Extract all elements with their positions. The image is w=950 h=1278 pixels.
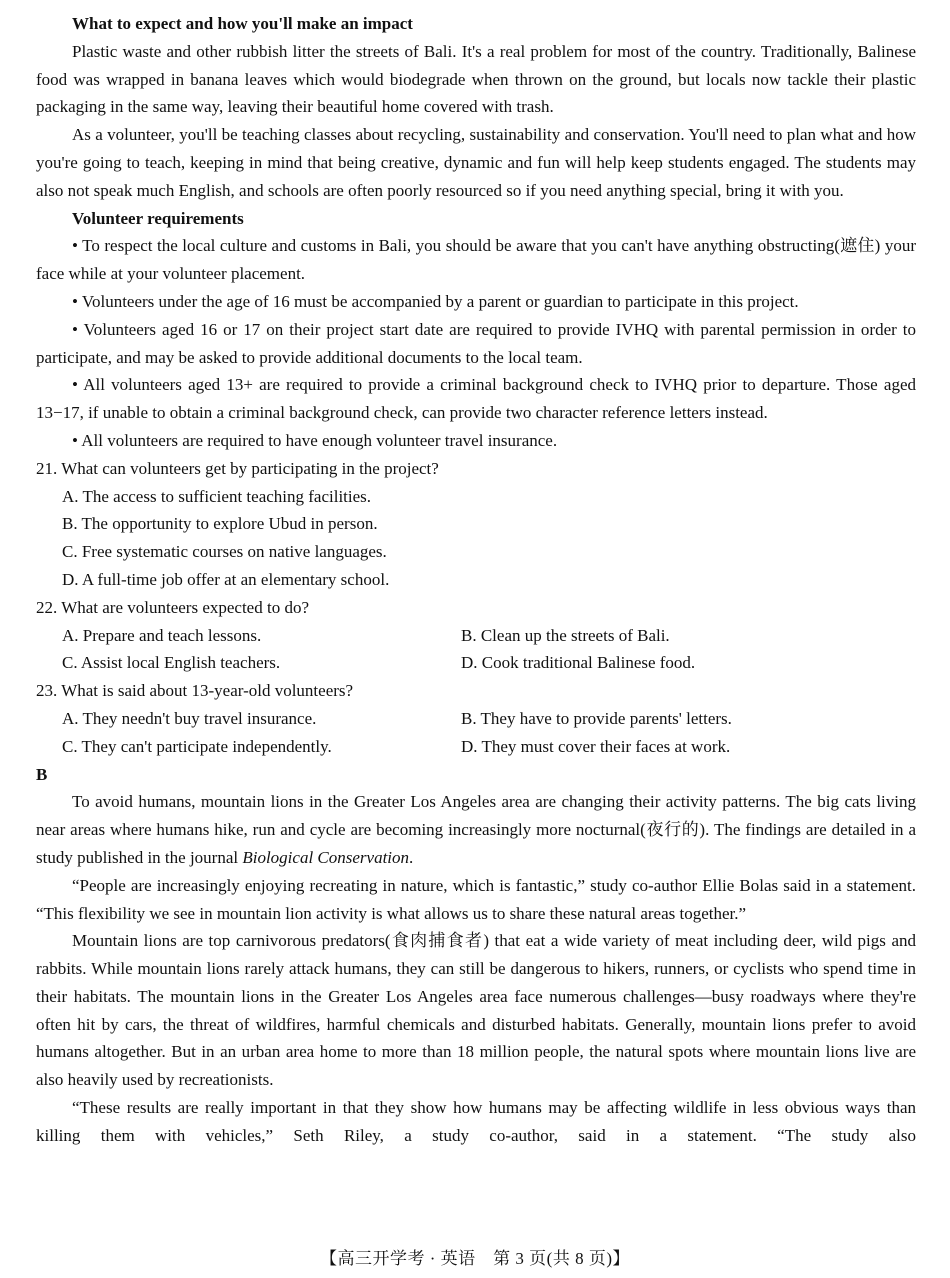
option: B. They have to provide parents' letters.	[461, 708, 732, 728]
text: .	[409, 847, 414, 867]
option: A. Prepare and teach lessons.	[62, 625, 262, 645]
option: A. They needn't buy travel insurance.	[62, 708, 317, 728]
option: B. Clean up the streets of Bali.	[461, 625, 670, 645]
option: A. The access to sufficient teaching facilities.	[62, 486, 372, 506]
page-footer: 【高三开学考 · 英语 第 3 页(共 8 页)】	[320, 1249, 630, 1268]
journal-title: Biological Conservation	[242, 847, 410, 867]
option: C. Assist local English teachers.	[62, 653, 281, 673]
option: D. They must cover their faces at work.	[461, 736, 731, 756]
document-page	[36, 10, 916, 1150]
requirement-item: • All volunteers aged 13+ are required to provide a criminal background check to IVHQ prior to departure. Those aged 13−17, if unable to obtain a criminal background check, can provide two character reference letters instead.	[36, 375, 916, 423]
paragraph: As a volunteer, you'll be teaching classes about recycling, sustainability and conservation. You'll need to plan what and how you're going to teach, keeping in mind that being creative, dynamic and fun will help keep students engaged. The students may also not speak much English, and schools are often poorly resourced so if you need anything special, bring it with you.	[36, 125, 916, 200]
question-stem: 21. What can volunteers get by participating in the project?	[36, 458, 439, 478]
option: B. The opportunity to explore Ubud in person.	[62, 514, 378, 534]
requirement-item: • Volunteers aged 16 or 17 on their project start date are required to provide IVHQ with parental permission in order to participate, and may be asked to provide additional documents to the local team.	[36, 319, 916, 367]
paragraph	[36, 788, 916, 871]
text: To avoid humans, mountain lions in the Greater Los Angeles area are changing their activity patterns. The big cats living near areas where humans hike, run and cycle are becoming increasingly more nocturnal(夜行的). The findings are detailed in a study published in the journal	[36, 792, 916, 867]
option: C. They can't participate independently.	[62, 736, 332, 756]
option: C. Free systematic courses on native languages.	[62, 542, 387, 562]
paragraph: Mountain lions are top carnivorous predators(食肉捕食者) that eat a wide variety of meat including deer, wild pigs and rabbits. While mountain lions rarely attack humans, they can still be dangerous to hikers, runners, or cyclists who spend time in their habitats. The mountain lions in the Greater Los Angeles area face numerous challenges—busy roadways where they're often hit by cars, the threat of wildfires, harmful chemicals and disturbed habitats. Generally, mountain lions prefer to avoid humans altogether. But in an urban area home to more than 18 million people, the natural spots where mountain lions live are also heavily used by recreationists.	[36, 931, 916, 1090]
section-heading: What to expect and how you'll make an impact	[72, 14, 413, 33]
requirement-item: • To respect the local culture and customs in Bali, you should be aware that you can't have anything obstructing(遮住) your face while at your volunteer placement.	[36, 236, 916, 284]
question-stem: 22. What are volunteers expected to do?	[36, 597, 309, 617]
paragraph: “These results are really important in that they show how humans may be affecting wildlife in less obvious ways than killing them with vehicles,” Seth Riley, a study co-author, said in a statement. “The study also	[36, 1098, 916, 1145]
paragraph: “People are increasingly enjoying recreating in nature, which is fantastic,” study co-author Ellie Bolas said in a statement. “This flexibility we see in mountain lion activity is what allows us to share these natural areas together.”	[36, 875, 916, 923]
requirement-item: • Volunteers under the age of 16 must be accompanied by a parent or guardian to participate in this project.	[72, 291, 799, 311]
requirement-item: • All volunteers are required to have enough volunteer travel insurance.	[72, 430, 558, 450]
question-stem: 23. What is said about 13-year-old volunteers?	[36, 681, 354, 701]
option: D. A full-time job offer at an elementary school.	[62, 569, 390, 589]
section-label: B	[36, 764, 48, 784]
option: D. Cook traditional Balinese food.	[461, 653, 696, 673]
section-heading: Volunteer requirements	[72, 208, 244, 228]
paragraph: Plastic waste and other rubbish litter the streets of Bali. It's a real problem for most of the country. Traditionally, Balinese food was wrapped in banana leaves which would biodegrade when thrown on the ground, but locals now tackle their plastic packaging in the same way, leaving their beautiful home covered with trash.	[36, 41, 916, 117]
